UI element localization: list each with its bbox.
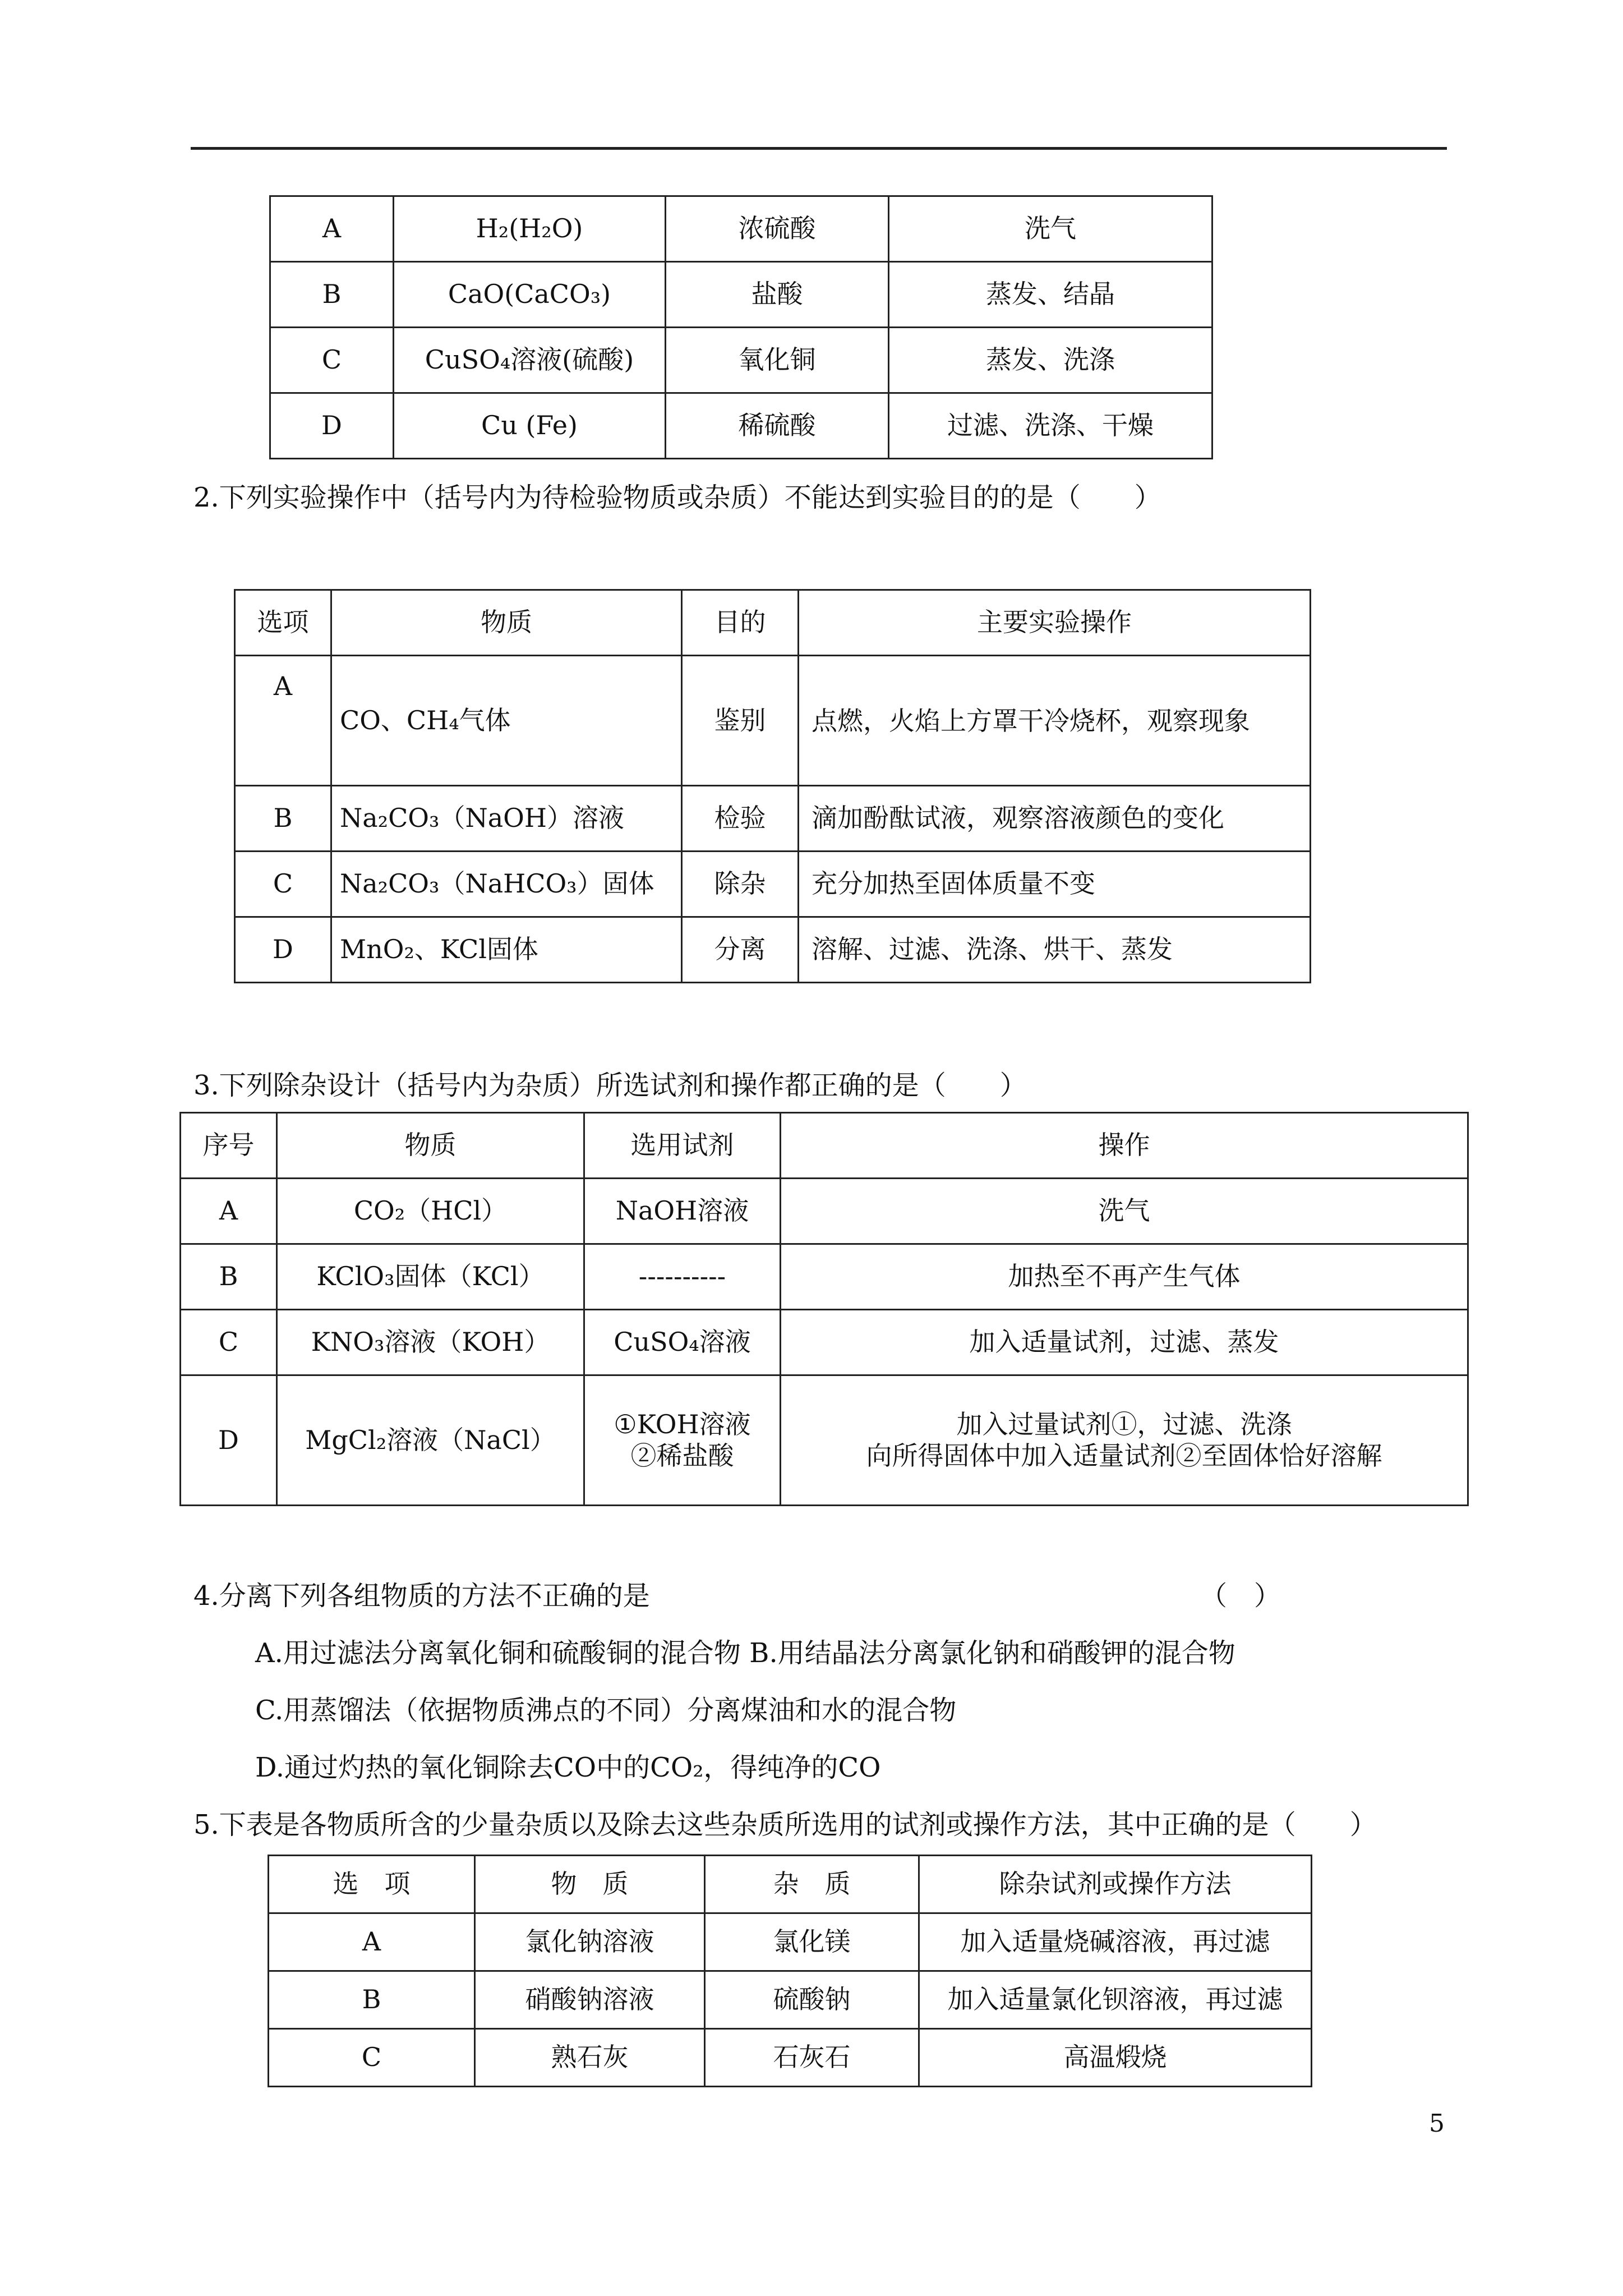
header-option: 选项 bbox=[235, 590, 331, 656]
question-5: 5.下表是各物质所含的少量杂质以及除去这些杂质所选用的试剂或操作方法，其中正确的是（ ） bbox=[193, 1809, 1377, 1841]
header-substance: 物质 bbox=[277, 1113, 584, 1179]
cell-reagent: 氧化铜 bbox=[666, 328, 889, 393]
cell-option: A bbox=[181, 1179, 277, 1244]
cell-operation: 点燃，火焰上方罩干冷烧杯，观察现象 bbox=[799, 656, 1311, 786]
cell-substance: MgCl₂溶液（NaCl） bbox=[277, 1375, 584, 1506]
cell-substance: CaO(CaCO₃) bbox=[394, 262, 666, 328]
table-q2 bbox=[234, 589, 1311, 983]
cell-option: D bbox=[235, 917, 331, 983]
cell-substance: 氯化钠溶液 bbox=[475, 1913, 705, 1971]
cell-purpose: 鉴别 bbox=[682, 656, 799, 786]
table-row bbox=[181, 1244, 1468, 1310]
cell-substance: 熟石灰 bbox=[475, 2029, 705, 2087]
cell-option: C bbox=[270, 328, 394, 393]
cell-impurity: 石灰石 bbox=[705, 2029, 919, 2087]
cell-operation: 过滤、洗涤、干燥 bbox=[889, 393, 1212, 459]
cell-option: A bbox=[270, 196, 394, 262]
cell-option: C bbox=[269, 2029, 475, 2087]
cell-method: 加入适量氯化钡溶液，再过滤 bbox=[919, 1971, 1312, 2029]
cell-operation: 洗气 bbox=[781, 1179, 1468, 1244]
table-row bbox=[270, 196, 1212, 262]
cell-option: D bbox=[270, 393, 394, 459]
table-q1 bbox=[269, 195, 1213, 459]
page-number: 5 bbox=[1429, 2109, 1445, 2138]
table-row bbox=[235, 786, 1311, 852]
cell-reagent bbox=[584, 1375, 781, 1506]
table-header-row bbox=[181, 1113, 1468, 1179]
header-number: 序号 bbox=[181, 1113, 277, 1179]
question-4: 4.分离下列各组物质的方法不正确的是 bbox=[193, 1580, 650, 1612]
cell-purpose: 检验 bbox=[682, 786, 799, 852]
table-row bbox=[270, 328, 1212, 393]
table-row bbox=[235, 852, 1311, 917]
cell-substance: H₂(H₂O) bbox=[394, 196, 666, 262]
table-q5 bbox=[268, 1855, 1312, 2087]
cell-operation: 加热至不再产生气体 bbox=[781, 1244, 1468, 1310]
cell-substance: MnO₂、KCl固体 bbox=[331, 917, 682, 983]
cell-substance: CuSO₄溶液(硫酸) bbox=[394, 328, 666, 393]
cell-reagent: NaOH溶液 bbox=[584, 1179, 781, 1244]
cell-operation: 滴加酚酞试液，观察溶液颜色的变化 bbox=[799, 786, 1311, 852]
cell-substance: Na₂CO₃（NaHCO₃）固体 bbox=[331, 852, 682, 917]
cell-operation: 充分加热至固体质量不变 bbox=[799, 852, 1311, 917]
cell-operation: 蒸发、结晶 bbox=[889, 262, 1212, 328]
cell-option: C bbox=[235, 852, 331, 917]
header-substance: 物质 bbox=[331, 590, 682, 656]
table-header-row bbox=[269, 1856, 1312, 1913]
cell-reagent: 盐酸 bbox=[666, 262, 889, 328]
cell-operation: 加入适量试剂，过滤、蒸发 bbox=[781, 1310, 1468, 1375]
cell-option: B bbox=[235, 786, 331, 852]
table-q3 bbox=[179, 1112, 1469, 1506]
cell-reagent: ---------- bbox=[584, 1244, 781, 1310]
cell-option: A bbox=[269, 1913, 475, 1971]
cell-impurity: 氯化镁 bbox=[705, 1913, 919, 1971]
cell-option: B bbox=[269, 1971, 475, 2029]
cell-option: B bbox=[270, 262, 394, 328]
cell-substance: Cu (Fe) bbox=[394, 393, 666, 459]
question-4-option-c: C.用蒸馏法（依据物质沸点的不同）分离煤油和水的混合物 bbox=[255, 1695, 957, 1726]
table-row bbox=[181, 1310, 1468, 1375]
table-header-row bbox=[235, 590, 1311, 656]
table-row bbox=[270, 393, 1212, 459]
cell-method: 高温煅烧 bbox=[919, 2029, 1312, 2087]
answer-paren: （ ） bbox=[1200, 1580, 1281, 1612]
header-operation: 操作 bbox=[781, 1113, 1468, 1179]
cell-purpose: 分离 bbox=[682, 917, 799, 983]
header-rule bbox=[191, 147, 1447, 150]
header-purpose: 目的 bbox=[682, 590, 799, 656]
header-operation: 主要实验操作 bbox=[799, 590, 1311, 656]
table-row bbox=[270, 262, 1212, 328]
cell-method: 加入适量烧碱溶液，再过滤 bbox=[919, 1913, 1312, 1971]
cell-operation bbox=[781, 1375, 1468, 1506]
header-reagent: 选用试剂 bbox=[584, 1113, 781, 1179]
cell-reagent: 稀硫酸 bbox=[666, 393, 889, 459]
cell-option: A bbox=[235, 656, 331, 786]
cell-operation: 蒸发、洗涤 bbox=[889, 328, 1212, 393]
cell-reagent: CuSO₄溶液 bbox=[584, 1310, 781, 1375]
question-4-option-ab: A.用过滤法分离氧化铜和硫酸铜的混合物 B.用结晶法分离氯化钠和硝酸钾的混合物 bbox=[255, 1637, 1235, 1669]
table-row bbox=[181, 1179, 1468, 1244]
cell-substance: Na₂CO₃（NaOH）溶液 bbox=[331, 786, 682, 852]
question-2: 2.下列实验操作中（括号内为待检验物质或杂质）不能达到实验目的的是（ ） bbox=[193, 482, 1161, 513]
cell-substance: KClO₃固体（KCl） bbox=[277, 1244, 584, 1310]
question-3: 3.下列除杂设计（括号内为杂质）所选试剂和操作都正确的是（ ） bbox=[193, 1070, 1027, 1101]
cell-impurity: 硫酸钠 bbox=[705, 1971, 919, 2029]
cell-option: C bbox=[181, 1310, 277, 1375]
table-row bbox=[181, 1375, 1468, 1506]
table-row bbox=[235, 917, 1311, 983]
cell-operation: 溶解、过滤、洗涤、烘干、蒸发 bbox=[799, 917, 1311, 983]
header-option: 选 项 bbox=[269, 1856, 475, 1913]
header-method: 除杂试剂或操作方法 bbox=[919, 1856, 1312, 1913]
table-row bbox=[269, 1971, 1312, 2029]
cell-reagent: 浓硫酸 bbox=[666, 196, 889, 262]
operation-1: 加入过量试剂①，过滤、洗涤 bbox=[956, 1409, 1292, 1440]
table-row bbox=[269, 1913, 1312, 1971]
cell-substance: CO、CH₄气体 bbox=[331, 656, 682, 786]
cell-option: D bbox=[181, 1375, 277, 1506]
header-substance: 物 质 bbox=[475, 1856, 705, 1913]
cell-option: B bbox=[181, 1244, 277, 1310]
operation-2: 向所得固体中加入适量试剂②至固体恰好溶解 bbox=[866, 1440, 1382, 1471]
question-4-option-d: D.通过灼热的氧化铜除去CO中的CO₂，得纯净的CO bbox=[255, 1752, 881, 1783]
table-row bbox=[235, 656, 1311, 786]
cell-operation: 洗气 bbox=[889, 196, 1212, 262]
header-impurity: 杂 质 bbox=[705, 1856, 919, 1913]
cell-purpose: 除杂 bbox=[682, 852, 799, 917]
cell-substance: KNO₃溶液（KOH） bbox=[277, 1310, 584, 1375]
cell-substance: 硝酸钠溶液 bbox=[475, 1971, 705, 2029]
reagent-2: ②稀盐酸 bbox=[630, 1440, 734, 1471]
table-row bbox=[269, 2029, 1312, 2087]
reagent-1: ①KOH溶液 bbox=[614, 1409, 751, 1440]
cell-substance: CO₂（HCl） bbox=[277, 1179, 584, 1244]
